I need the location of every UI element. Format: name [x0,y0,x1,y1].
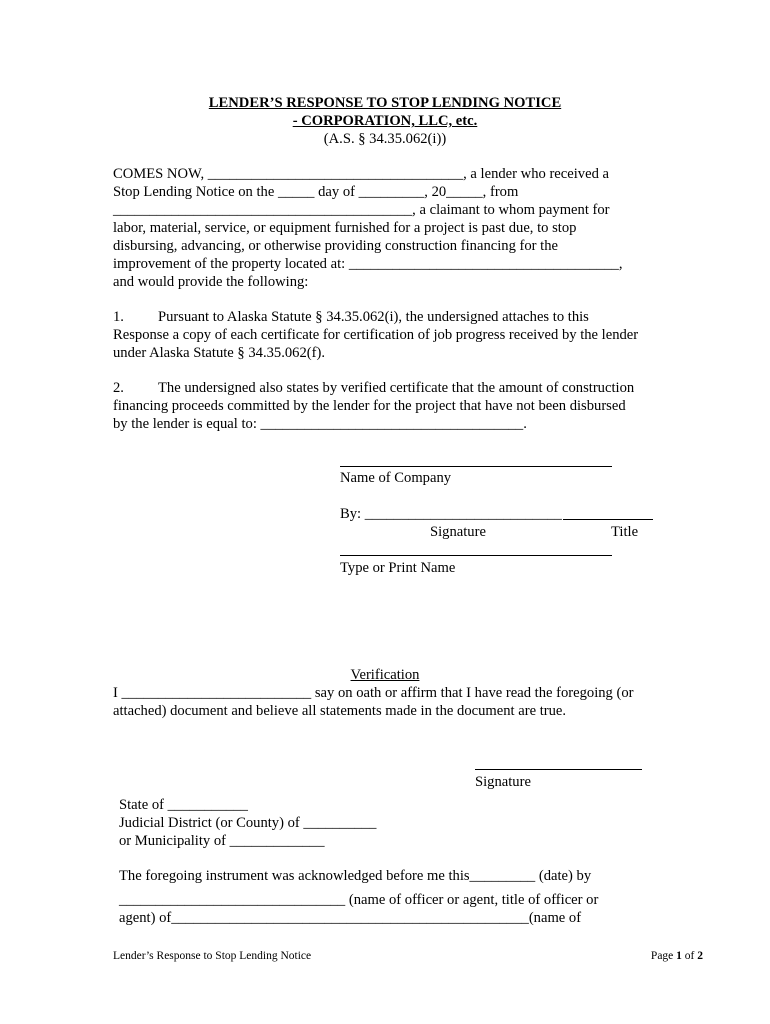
intro-line: improvement of the property located at: _____________________________________, [113,256,623,272]
verification-heading: Verification [350,667,420,683]
item-1-line: Response a copy of each certificate for certification of job progress received by the lender [113,327,639,343]
footer-page-prefix: Page [650,950,677,962]
footer-page-total: 2 [697,950,703,962]
signature-caption: Signature [430,524,486,540]
venue-municipality: or Municipality of _____________ [119,833,325,849]
item-2-line: The undersigned also states by verified certificate that the amount of construction [158,380,635,396]
venue-district: Judicial District (or County) of __________ [119,815,377,831]
by-signature-line: By: ___________________________ [340,506,562,522]
title-line-2: - CORPORATION, LLC, etc. [292,113,478,129]
item-1-number: 1. [113,309,124,325]
footer-document-title: Lender’s Response to Stop Lending Notice [113,950,312,962]
intro-line: COMES NOW, ___________________________________, a lender who received a [113,166,609,182]
print-name-label: Type or Print Name [340,560,456,576]
intro-line: and would provide the following: [113,274,309,290]
verification-signature-label: Signature [475,774,531,790]
title-caption: Title [611,524,639,540]
title-underline-dark [563,519,606,520]
acknowledgment-line: The foregoing instrument was acknowledged before me this_________ (date) by [119,868,592,884]
print-name-line [340,555,612,556]
verification-line: I __________________________ say on oath or affirm that I have read the foregoing (or [113,685,634,701]
title-citation: (A.S. § 34.35.062(i)) [323,131,447,147]
intro-line: disbursing, advancing, or otherwise providing construction financing for the [113,238,559,254]
item-1-line: Pursuant to Alaska Statute § 34.35.062(i), the undersigned attaches to this [158,309,589,325]
venue-state: State of ___________ [119,797,248,813]
footer-page-of: of [681,950,698,962]
title-underline [606,519,653,520]
company-name-line [340,466,612,467]
footer-page-number [651,949,703,963]
verification-signature-line [475,769,642,770]
intro-line: labor, material, service, or equipment furnished for a project is past due, to stop [113,220,577,236]
acknowledgment-line: _______________________________ (name of officer or agent, title of officer or [119,892,599,908]
item-2-line: financing proceeds committed by the lender for the project that have not been disbursed [113,398,626,414]
verification-line: attached) document and believe all statements made in the document are true. [113,703,567,719]
footer-page-current: 1 [676,950,682,962]
intro-line: _________________________________________, a claimant to whom payment for [113,202,610,218]
item-1-line: under Alaska Statute § 34.35.062(f). [113,345,325,361]
item-2-line: by the lender is equal to: ____________________________________. [113,416,527,432]
title-line-1: LENDER’S RESPONSE TO STOP LENDING NOTICE [208,95,562,111]
acknowledgment-line: agent) of_________________________________________________(name of [119,910,582,926]
item-2-number: 2. [113,380,124,396]
company-name-label: Name of Company [340,470,452,486]
intro-line: Stop Lending Notice on the _____ day of _________, 20_____, from [113,184,519,200]
